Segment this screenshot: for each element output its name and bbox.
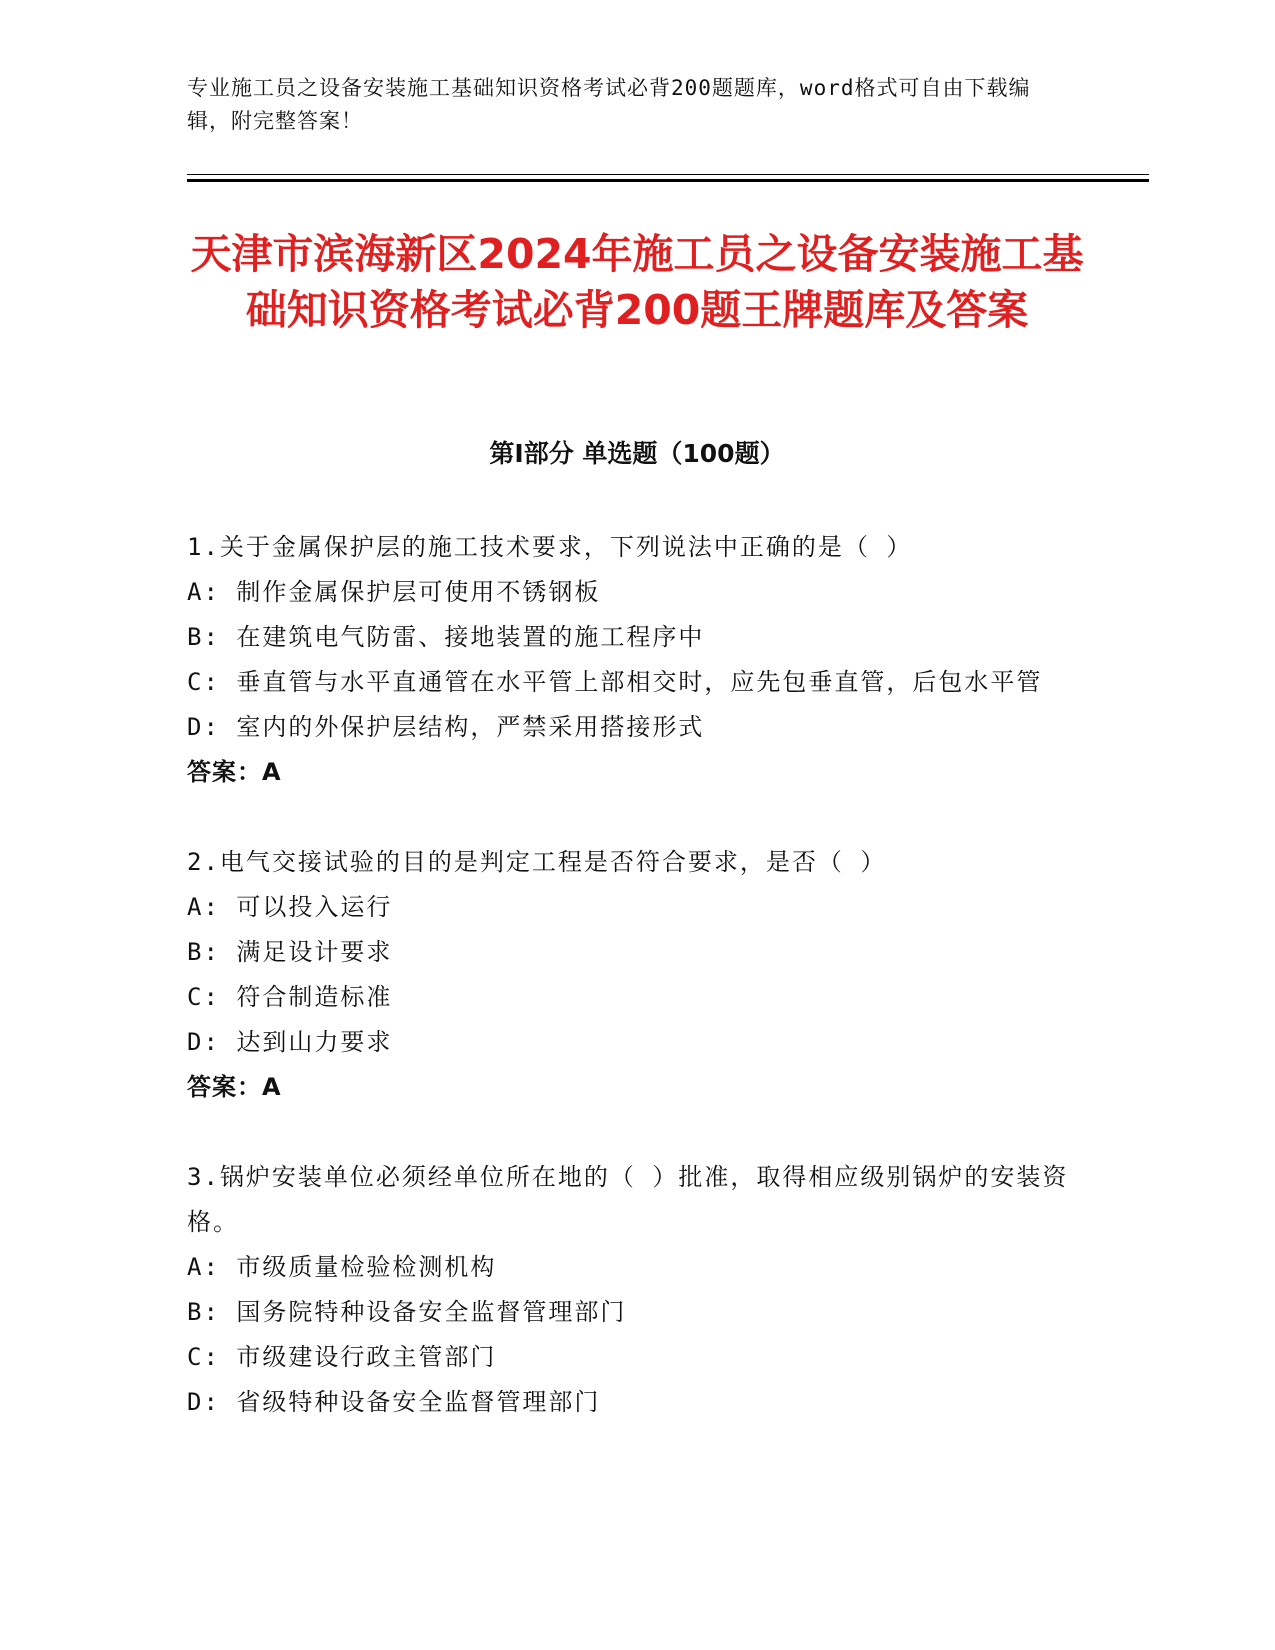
question-2 [187, 840, 1082, 1110]
question-stem: 1.关于金属保护层的施工技术要求，下列说法中正确的是（ ） [187, 533, 913, 561]
header-note: 专业施工员之设备安装施工基础知识资格考试必背200题题库，word格式可自由下载编辑，附完整答案！ [187, 76, 1031, 133]
option-a: A: 制作金属保护层可使用不锈钢板 [187, 578, 601, 606]
question-list [187, 525, 1082, 1470]
option-a: A: 市级质量检验检测机构 [187, 1253, 497, 1281]
header-divider-thick [187, 179, 1149, 182]
option-d: D: 室内的外保护层结构，严禁采用搭接形式 [187, 713, 705, 741]
question-stem: 3.锅炉安装单位必须经单位所在地的（ ）批准，取得相应级别锅炉的安装资格。 [187, 1163, 1069, 1236]
option-c: C: 符合制造标准 [187, 983, 393, 1011]
option-b: B: 满足设计要求 [187, 938, 393, 966]
section-heading: 第Ⅰ部分 单选题（100题） [489, 439, 785, 468]
question-1 [187, 525, 1082, 795]
option-c: C: 垂直管与水平直通管在水平管上部相交时，应先包垂直管，后包水平管 [187, 668, 1043, 696]
option-b: B: 国务院特种设备安全监督管理部门 [187, 1298, 627, 1326]
answer: 答案：A [187, 758, 282, 786]
header-divider-thin [187, 174, 1149, 175]
option-a: A: 可以投入运行 [187, 893, 393, 921]
question-3 [187, 1155, 1082, 1425]
option-d: D: 省级特种设备安全监督管理部门 [187, 1388, 601, 1416]
document-title: 天津市滨海新区2024年施工员之设备安装施工基础知识资格考试必背200题王牌题库及答案 [190, 230, 1084, 334]
answer: 答案：A [187, 1073, 282, 1101]
option-b: B: 在建筑电气防雷、接地装置的施工程序中 [187, 623, 705, 651]
question-stem: 2.电气交接试验的目的是判定工程是否符合要求，是否（ ） [187, 848, 887, 876]
option-c: C: 市级建设行政主管部门 [187, 1343, 497, 1371]
option-d: D: 达到山力要求 [187, 1028, 393, 1056]
